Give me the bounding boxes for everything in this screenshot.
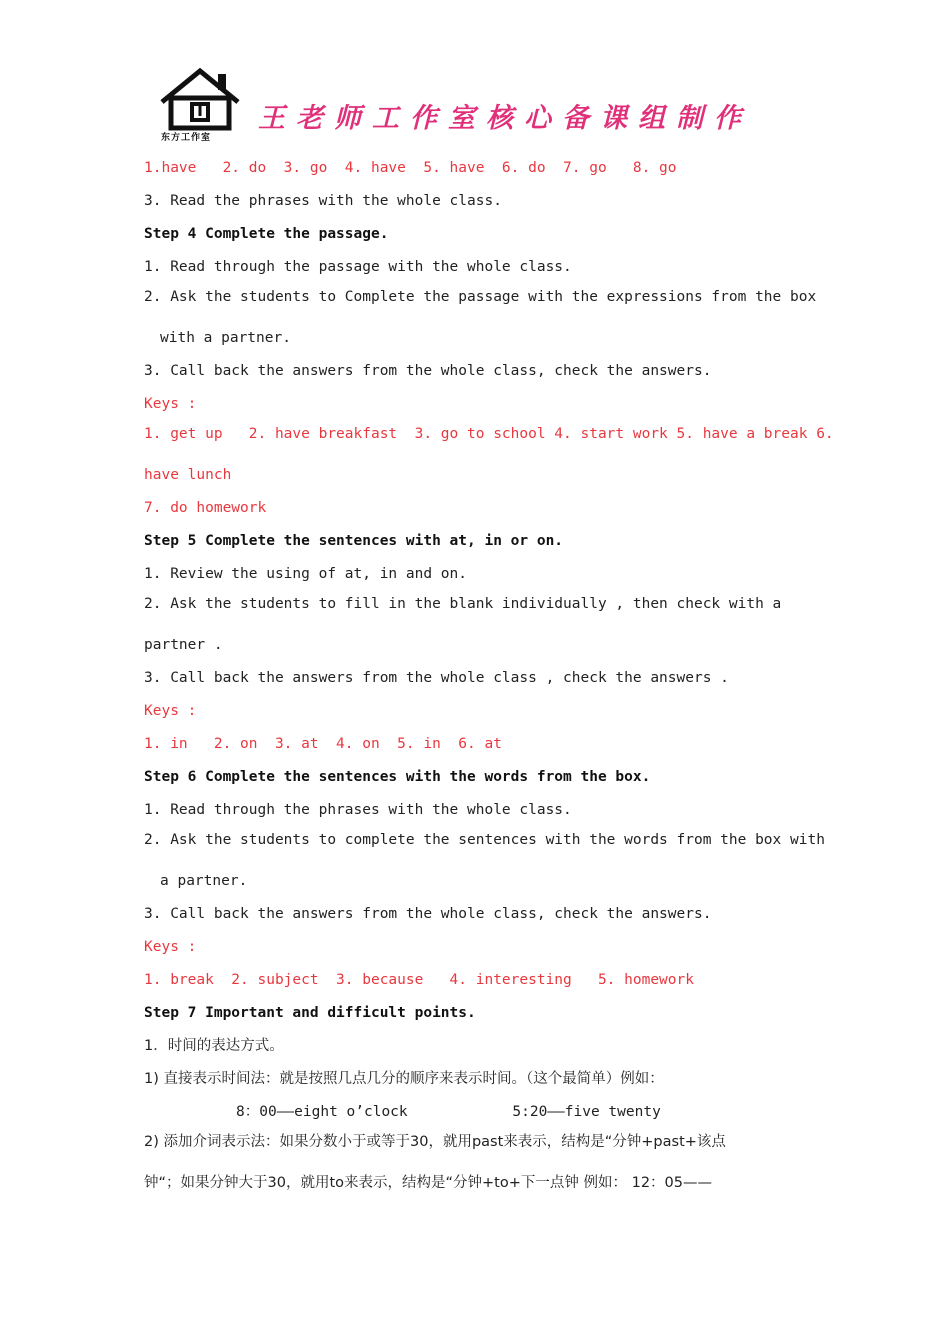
instruction-line-continued: with a partner.: [160, 330, 291, 346]
answer-keys-line: 1.have 2. do 3. go 4. have 5. have 6. do 7. go 8. go: [144, 160, 677, 176]
banner-title: 王老师工作室核心备课组制作: [258, 103, 752, 134]
step-heading: Step 6 Complete the sentences with the words from the box.: [144, 769, 651, 785]
instruction-line: 2. Ask the students to fill in the blank individually , then check with a: [144, 596, 782, 612]
answer-keys-line: 7. do homework: [144, 500, 267, 516]
instruction-line: 2. Ask the students to Complete the passage with the expressions from the box: [144, 289, 817, 305]
instruction-line: 3. Call back the answers from the whole class, check the answers.: [144, 906, 712, 922]
instruction-line: 3. Call back the answers from the whole class , check the answers .: [144, 670, 729, 686]
answer-keys-line-continued: have lunch: [144, 467, 232, 483]
explanation-line-cn-continued: 钟“；如果分钟大于30，就用to来表示，结构是“分钟+to+下一点钟 例如： 12：05——: [144, 1175, 713, 1191]
time-example-line: 8：00——eight o’clock 5:20——five twenty: [236, 1104, 661, 1120]
section-heading-cn: 1．时间的表达方式。: [144, 1038, 284, 1054]
instruction-line-continued: a partner.: [160, 873, 248, 889]
explanation-line-cn: 2) 添加介词表示法：如果分数小于或等于30，就用past来表示，结构是“分钟+past+该点: [144, 1134, 726, 1150]
document-body: [144, 152, 834, 1200]
step-heading: Step 7 Important and difficult points.: [144, 1005, 476, 1021]
instruction-line: 3. Read the phrases with the whole class.: [144, 193, 502, 209]
header-banner: [158, 66, 798, 146]
instruction-line: 2. Ask the students to complete the sentences with the words from the box with: [144, 832, 825, 848]
keys-label: Keys :: [144, 703, 197, 719]
step-heading: Step 4 Complete the passage.: [144, 226, 389, 242]
instruction-line: 1. Review the using of at, in and on.: [144, 566, 468, 582]
explanation-line-cn: 1) 直接表示时间法：就是按照几点几分的顺序来表示时间。（这个最简单）例如：: [144, 1071, 664, 1087]
instruction-line-continued: partner .: [144, 637, 223, 653]
logo-caption: 东方工作室: [161, 133, 212, 143]
answer-keys-line: 1. in 2. on 3. at 4. on 5. in 6. at: [144, 736, 502, 752]
instruction-line: 3. Call back the answers from the whole class, check the answers.: [144, 363, 712, 379]
answer-keys-line: 1. get up 2. have breakfast 3. go to school 4. start work 5. have a break 6.: [144, 426, 834, 442]
keys-label: Keys :: [144, 939, 197, 955]
step-heading: Step 5 Complete the sentences with at, in or on.: [144, 533, 564, 549]
instruction-line: 1. Read through the phrases with the whole class.: [144, 802, 572, 818]
instruction-line: 1. Read through the passage with the whole class.: [144, 259, 572, 275]
keys-label: Keys :: [144, 396, 197, 412]
answer-keys-line: 1. break 2. subject 3. because 4. interesting 5. homework: [144, 972, 694, 988]
